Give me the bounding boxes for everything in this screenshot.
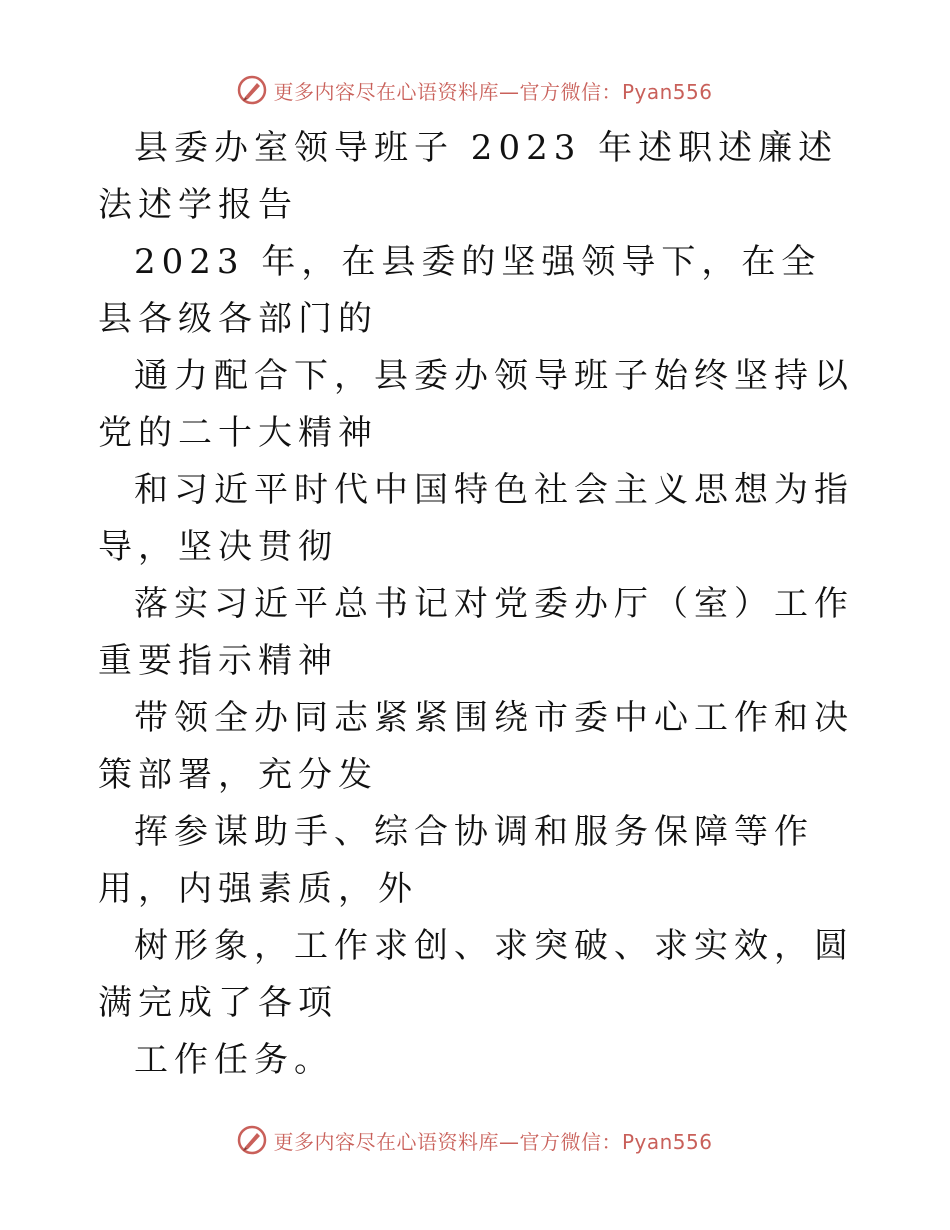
watermark-text: 更多内容尽在心语资料库—官方微信：Pyan556: [273, 79, 713, 104]
paragraph-line: 通力配合下，县委办领导班子始终坚持以党的二十大精神: [98, 356, 854, 453]
quill-pen-logo-icon: [237, 1125, 267, 1155]
paragraph-line: 落实习近平总书记对党委办厅（室）工作重要指示精神: [98, 584, 854, 681]
paragraph-line: 带领全办同志紧紧围绕市委中心工作和决策部署，充分发: [98, 698, 854, 795]
header-watermark: [0, 70, 950, 110]
quill-pen-logo-icon: [237, 75, 267, 105]
document-body: [98, 120, 858, 1089]
watermark-text: 更多内容尽在心语资料库—官方微信：Pyan556: [273, 1129, 713, 1154]
paragraph-line: 挥参谋助手、综合协调和服务保障等作用，内强素质，外: [98, 812, 814, 909]
document-title: 县委办室领导班子 2023 年述职述廉述法述学报告: [98, 128, 839, 225]
paragraph-line: 2023 年，在县委的坚强领导下，在全县各级各部门的: [98, 242, 822, 339]
paragraph-line: 树形象，工作求创、求突破、求实效，圆满完成了各项: [98, 926, 854, 1023]
paragraph-line: 工作任务。: [134, 1040, 334, 1080]
footer-watermark: [0, 1120, 950, 1160]
paragraph-line: 和习近平时代中国特色社会主义思想为指导，坚决贯彻: [98, 470, 854, 567]
